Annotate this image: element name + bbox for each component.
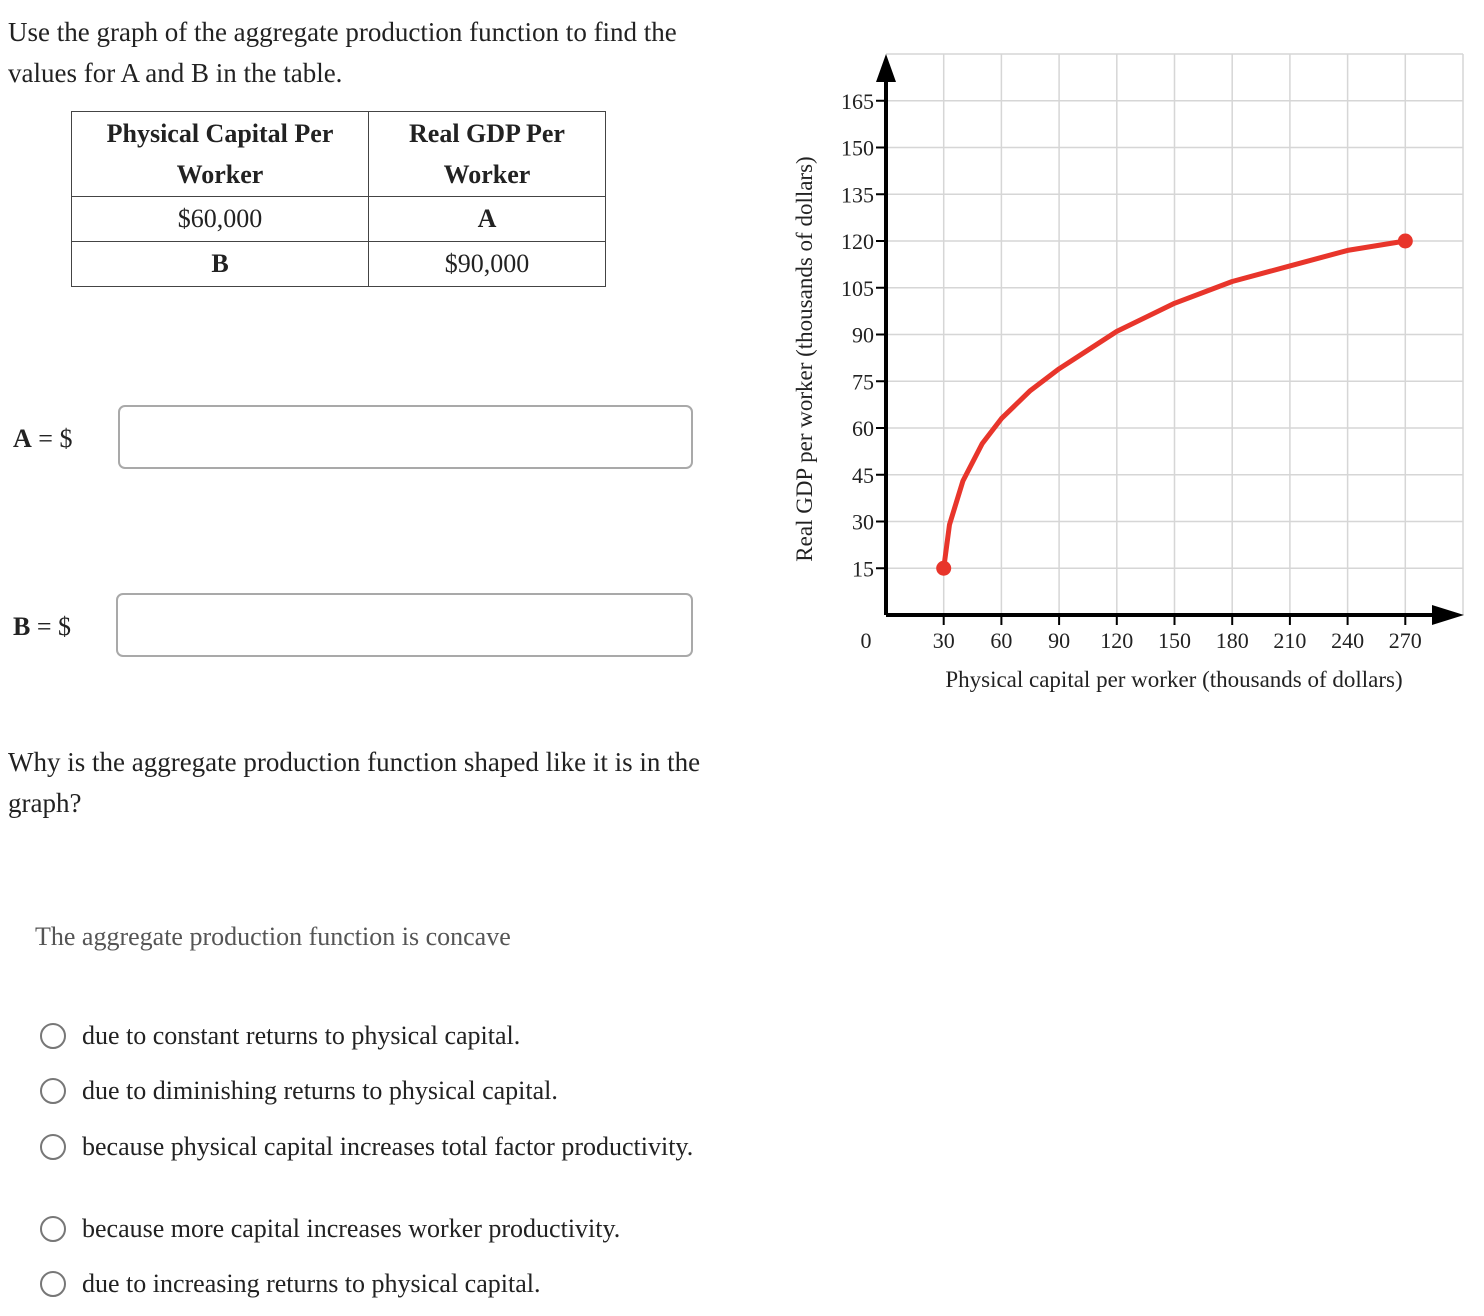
y-tick-label: 120 [841, 229, 874, 254]
answer-a-letter: A [13, 424, 32, 453]
question-text: Why is the aggregate production function shaped like it is in the graph? [8, 747, 701, 818]
header-gdp: Real GDP Per Worker [369, 112, 606, 197]
y-tick-label: 30 [852, 509, 874, 535]
y-tick-label: 150 [841, 135, 874, 161]
y-axis-arrow-icon [876, 54, 896, 82]
cell-capital-1: $60,000 [72, 197, 369, 242]
cell-gdp-2: $90,000 [369, 242, 606, 287]
x-tick-label: 240 [1331, 628, 1365, 653]
instructions: Use the graph of the aggregate production function to find the values for A and B in the table. [8, 17, 677, 88]
curve-endpoint [936, 561, 951, 576]
y-tick-label: 165 [841, 88, 874, 114]
answer-a-eq: = $ [31, 424, 73, 453]
values-table [71, 111, 606, 287]
grid [886, 54, 1463, 615]
answer-b-letter: B [13, 612, 31, 641]
x-tick-label: 30 [932, 628, 955, 653]
x-tick-label: 180 [1215, 628, 1249, 653]
y-tick-label: 105 [841, 275, 874, 301]
x-tick-label: 60 [990, 628, 1013, 653]
x-tick-label: 270 [1388, 628, 1422, 653]
option-text: due to diminishing returns to physical capital. [82, 1076, 558, 1105]
curve-endpoint [1398, 234, 1413, 249]
header-capital: Physical Capital Per Worker [72, 112, 369, 197]
answer-a-label [13, 424, 72, 454]
answer-b-input[interactable] [116, 593, 693, 657]
answer-a-input[interactable] [118, 405, 693, 469]
radio-button[interactable] [40, 1271, 66, 1297]
option-text: due to increasing returns to physical capital. [82, 1269, 541, 1298]
axes [876, 54, 1464, 625]
table-header-row [72, 112, 606, 197]
x-tick-label: 120 [1100, 628, 1134, 653]
radio-button[interactable] [40, 1078, 66, 1104]
origin-label: 0 [860, 628, 872, 653]
x-axis-arrow-icon [1432, 605, 1464, 625]
option-text: due to constant returns to physical capital. [82, 1021, 521, 1050]
y-tick-label: 75 [852, 369, 874, 395]
radio-button[interactable] [40, 1023, 66, 1049]
radio-button[interactable] [40, 1216, 66, 1242]
answer-b-eq: = $ [30, 612, 72, 641]
table-row [72, 197, 606, 242]
production-function-chart [780, 40, 1480, 710]
answer-b-label [13, 612, 71, 642]
option-text: because more capital increases worker productivity. [82, 1214, 621, 1243]
question-stem: The aggregate production function is concave [35, 922, 511, 951]
y-tick-label: 15 [852, 556, 874, 582]
x-tick-label: 210 [1273, 628, 1307, 653]
radio-button[interactable] [40, 1134, 66, 1160]
x-axis-title: Physical capital per worker (thousands of dollars) [945, 667, 1403, 692]
option-text: because physical capital increases total factor productivity. [82, 1132, 694, 1161]
cell-gdp-1: A [369, 197, 606, 242]
table-row [72, 242, 606, 287]
y-tick-label: 45 [852, 462, 874, 488]
x-tick-label: 150 [1158, 628, 1191, 653]
y-tick-label: 60 [852, 416, 874, 441]
y-axis-title: Real GDP per worker (thousands of dollars) [792, 156, 817, 562]
x-tick-label: 90 [1048, 628, 1071, 653]
y-tick-label: 90 [852, 322, 874, 348]
cell-capital-2: B [72, 242, 369, 287]
y-tick-label: 135 [841, 182, 874, 208]
